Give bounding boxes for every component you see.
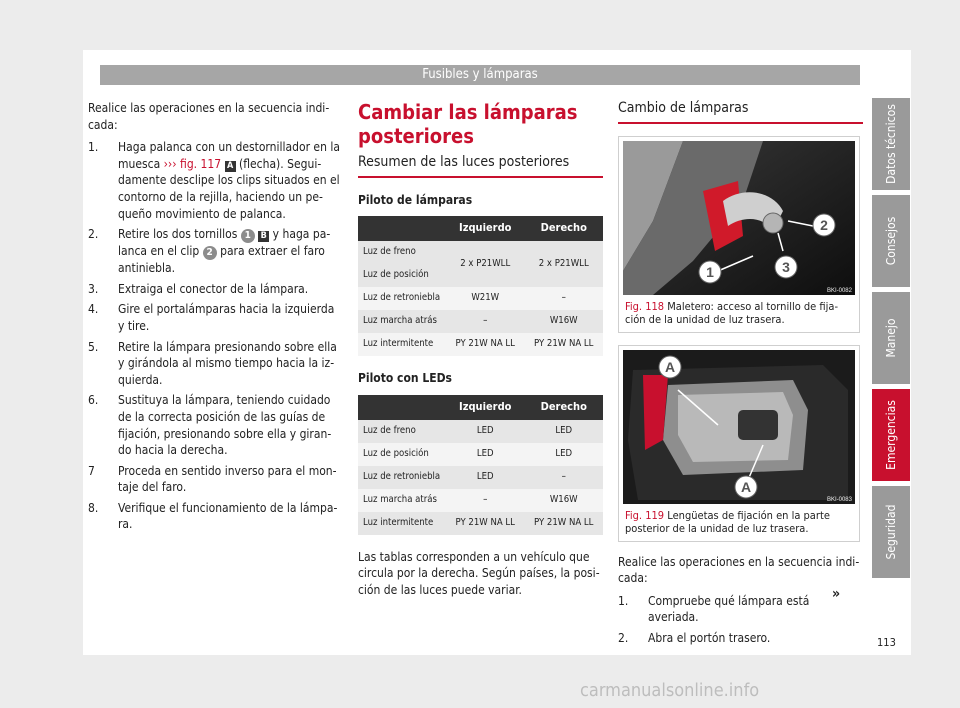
watermark: carmanualsonline.info <box>580 680 760 701</box>
figure-caption <box>623 295 855 328</box>
step-text-part: para extraer el faro antiniebla. <box>118 244 325 276</box>
list-item <box>88 392 340 458</box>
callout-circle: 2 <box>203 246 217 260</box>
step-number: 2. <box>618 630 629 645</box>
list-item <box>88 139 340 222</box>
step-number: 1. <box>88 140 99 155</box>
table-row <box>358 489 603 512</box>
step-text: Sustituya la lámpara, teniendo cuidado de la correcta posición de las guías de fijación, presionando sobre ella y girando hacia la derecha. <box>118 393 332 458</box>
section-subtitle: Cambio de lámparas <box>618 100 863 124</box>
callout-2: 2 <box>820 216 828 233</box>
table-cell: Luz de freno <box>358 241 446 264</box>
section-tabs <box>872 98 910 583</box>
step-number: 6. <box>88 393 99 408</box>
table-cell: Luz intermitente <box>358 512 446 535</box>
table-header-cell: Derecho <box>525 216 604 241</box>
table-cell: – <box>446 489 525 512</box>
table-cell: PY 21W NA LL <box>446 333 525 356</box>
table-title: Piloto de lámparas <box>358 192 473 207</box>
table-row <box>358 512 603 535</box>
figure-119 <box>618 345 860 542</box>
callout-a-bottom: A <box>740 478 752 495</box>
list-item <box>88 339 340 389</box>
tab-label: Emergencias <box>884 400 898 470</box>
table-row <box>358 287 603 310</box>
figure-caption-text: Lengüetas de fijación en la parte posterior de la unidad de luz trasera. <box>625 508 830 535</box>
page-header: Fusibles y lámparas <box>100 65 860 85</box>
table-cell: Luz marcha atrás <box>358 310 446 333</box>
trunk-photo <box>623 141 855 295</box>
trunk-illustration <box>623 141 855 295</box>
lamp-unit-photo <box>623 350 855 504</box>
list-item <box>88 500 340 533</box>
step-text: Gire el portalámparas hacia la izquierda y tire. <box>118 302 335 333</box>
page-number: 113 <box>877 636 896 649</box>
step-text: Verifique el funcionamiento de la lámpara. <box>118 500 338 532</box>
table-row <box>358 443 603 466</box>
label-square: A <box>225 161 236 172</box>
table-cell: LED <box>525 420 604 443</box>
table-cell: Luz de retroniebla <box>358 466 446 489</box>
tab-emergencias[interactable] <box>872 389 910 481</box>
leds-table <box>358 395 603 535</box>
tab-label: Consejos <box>884 216 898 266</box>
callout-3: 3 <box>782 258 790 275</box>
table-cell: PY 21W NA LL <box>525 512 604 535</box>
table-cell: LED <box>446 443 525 466</box>
table-header-cell: Derecho <box>525 395 604 420</box>
steps-list <box>618 593 863 647</box>
step-text <box>118 226 340 277</box>
step-text: Abra el portón trasero. <box>648 630 771 645</box>
table-header-cell: Izquierdo <box>446 395 525 420</box>
column-right <box>618 100 863 651</box>
step-text: Proceda en sentido inverso para el montaje del faro. <box>118 463 337 495</box>
table-row <box>358 241 603 264</box>
section-subtitle: Resumen de las luces posteriores <box>358 148 603 178</box>
figure-label: Fig. 119 <box>625 508 665 522</box>
list-item <box>618 630 863 647</box>
continue-arrow: » <box>832 586 841 602</box>
list-item <box>618 593 863 626</box>
table-cell: LED <box>525 443 604 466</box>
table-row <box>358 420 603 443</box>
lamp-unit-illustration <box>623 350 855 504</box>
column-middle <box>358 100 603 599</box>
table-cell: 2 x P21WLL <box>525 241 604 287</box>
table-cell: LED <box>446 420 525 443</box>
table-cell: 2 x P21WLL <box>446 241 525 287</box>
callout-circle: 1 <box>241 229 255 243</box>
list-item <box>88 226 340 277</box>
step-number: 4. <box>88 302 99 317</box>
table-cell: Luz de posición <box>358 443 446 466</box>
table-cell: LED <box>446 466 525 489</box>
tab-datos-tecnicos[interactable] <box>872 98 910 190</box>
step-text: Extraiga el conector de la lámpara. <box>118 281 309 296</box>
table-cell: – <box>525 287 604 310</box>
table-cell: Luz de posición <box>358 264 446 287</box>
section-title: Cambiar las lámparas posteriores <box>358 100 578 148</box>
ref-label: fig. 117 <box>180 156 222 171</box>
tab-label: Seguridad <box>884 504 898 560</box>
table-cell: W16W <box>525 489 604 512</box>
table-row <box>358 310 603 333</box>
step-number: 1. <box>618 593 629 608</box>
figure-caption <box>623 504 855 537</box>
figure-code: BKI-0083 <box>826 496 852 503</box>
table-header-row <box>358 395 603 420</box>
ref-arrows: ››› <box>163 156 177 171</box>
table-cell: W21W <box>446 287 525 310</box>
intro-text: Realice las operaciones en la secuencia indicada: <box>618 554 860 586</box>
label-square: B <box>258 231 269 242</box>
figure-118 <box>618 136 860 333</box>
step-text-part: Haga palanca con un destornillador en la muesca <box>118 140 340 171</box>
steps-list <box>88 139 340 533</box>
step-text-part: Retire los dos tornillos <box>118 227 241 242</box>
table-cell: Luz marcha atrás <box>358 489 446 512</box>
table-header-row <box>358 216 603 241</box>
tab-manejo[interactable] <box>872 292 910 384</box>
callout-1: 1 <box>706 263 714 280</box>
table-cell: W16W <box>525 310 604 333</box>
table-cell: PY 21W NA LL <box>446 512 525 535</box>
table-header-cell <box>358 216 446 241</box>
table-header-cell <box>358 395 446 420</box>
figure-label: Fig. 118 <box>625 299 665 313</box>
step-text: Retire la lámpara presionando sobre ella y girándola al mismo tiempo hacia la izquierda. <box>118 339 337 387</box>
step-text <box>118 139 340 222</box>
list-item <box>88 463 340 496</box>
table-cell: PY 21W NA LL <box>525 333 604 356</box>
step-text: Compruebe qué lámpara está averiada. <box>648 593 810 625</box>
tab-label: Datos técnicos <box>884 104 898 184</box>
figure-caption-text: Maletero: acceso al tornillo de fijación de la unidad de luz trasera. <box>625 299 839 326</box>
tables-note: Las tablas corresponden a un vehículo que circula por la derecha. Según países, la posición de las luces puede variar. <box>358 549 600 597</box>
step-text-part: y haga palanca en el clip <box>118 227 331 259</box>
table-cell: Luz de retroniebla <box>358 287 446 310</box>
list-item <box>88 281 340 298</box>
step-number: 3. <box>88 281 99 296</box>
table-cell: Luz de freno <box>358 420 446 443</box>
intro-text: Realice las operaciones en la secuencia indicada: <box>88 101 330 132</box>
step-number: 7 <box>88 463 95 478</box>
column-left <box>88 100 340 537</box>
step-number: 2. <box>88 227 99 242</box>
lamps-table <box>358 216 603 356</box>
table-row <box>358 466 603 489</box>
tab-seguridad[interactable] <box>872 486 910 578</box>
table-row <box>358 333 603 356</box>
callout-a-top: A <box>664 358 676 375</box>
list-item <box>88 301 340 334</box>
table-cell: Luz intermitente <box>358 333 446 356</box>
step-text-part: (flecha). Seguidamente desclipe los clips situados en el contorno de la rejilla, haciendo un pequeño movimiento de palanca. <box>118 156 340 221</box>
step-number: 8. <box>88 500 99 515</box>
fig-ref-link[interactable] <box>164 157 222 171</box>
table-header-cell: Izquierdo <box>446 216 525 241</box>
step-number: 5. <box>88 339 99 354</box>
tab-label: Manejo <box>884 318 898 358</box>
figure-code: BKI-0082 <box>826 287 852 294</box>
table-cell: – <box>525 466 604 489</box>
table-cell: – <box>446 310 525 333</box>
tab-consejos[interactable] <box>872 195 910 287</box>
table-title: Piloto con LEDs <box>358 371 452 386</box>
